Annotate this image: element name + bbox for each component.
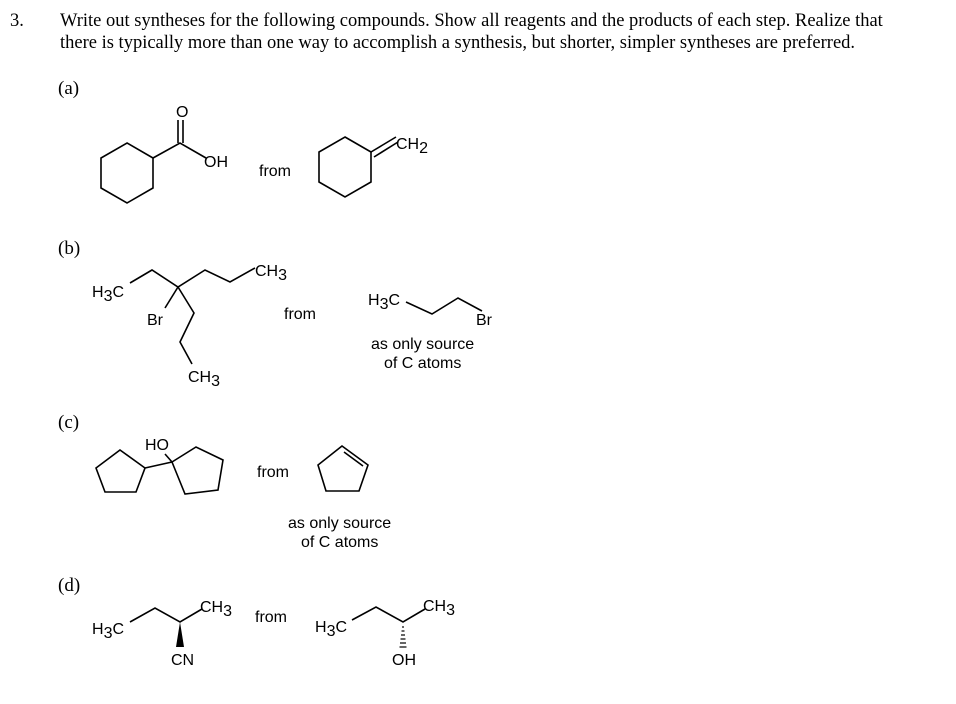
ethyl-branch	[178, 287, 194, 364]
part-c-target-structure	[96, 437, 223, 494]
cyclopentane-ring-right	[172, 447, 223, 494]
part-b-target-structure	[92, 263, 287, 390]
h3c-label: H3C	[92, 621, 125, 642]
wedge-bond	[176, 622, 184, 647]
part-b-note-line-2: of C atoms	[384, 355, 462, 372]
nitrile-label: CN	[171, 652, 195, 669]
hashed-wedge-bond	[400, 627, 407, 647]
bromine-bond	[165, 287, 178, 308]
hydroxyl-label: OH	[204, 154, 228, 171]
bromine-label: Br	[476, 312, 492, 329]
cyclopentane-ring-left	[96, 450, 145, 492]
h3c-label: H3C	[92, 284, 125, 305]
cyclohexane-ring	[101, 143, 153, 203]
ch2-label: CH2	[396, 136, 429, 157]
question-number: 3.	[10, 11, 24, 31]
part-b-label: (b)	[58, 238, 81, 259]
ch3-label: CH3	[255, 263, 288, 284]
ch3-label: CH3	[423, 598, 456, 619]
part-c-starting-structure	[318, 446, 368, 491]
ring-link-bond	[145, 462, 172, 468]
exocyclic-double-bond	[374, 142, 398, 157]
part-c-label: (c)	[58, 412, 80, 433]
carbon-chain	[153, 143, 206, 158]
ch3-label: CH3	[200, 599, 233, 620]
part-b-starting-structure	[368, 292, 493, 329]
ch3-branch-label: CH3	[188, 369, 221, 390]
hydroxyl-label: HO	[145, 437, 169, 454]
propyl-chain	[406, 298, 482, 314]
main-chain	[130, 608, 202, 622]
part-c-note-line-1: as only source	[288, 515, 392, 532]
oxygen-label: O	[176, 104, 189, 121]
part-d-label: (d)	[58, 575, 81, 596]
main-chain	[130, 268, 255, 287]
hydroxyl-bond	[165, 454, 172, 462]
h3c-label: H3C	[315, 619, 348, 640]
hydroxyl-label: OH	[392, 652, 416, 669]
part-c-from-label: from	[257, 464, 289, 481]
part-a-from-label: from	[259, 163, 291, 180]
part-a-label: (a)	[58, 78, 80, 99]
part-a-target-structure	[101, 104, 228, 203]
exocyclic-bond	[371, 137, 396, 152]
bromine-label: Br	[147, 312, 163, 329]
part-d-target-structure	[92, 599, 232, 669]
main-chain	[352, 607, 425, 622]
cyclopentene-ring	[318, 446, 368, 491]
part-d-from-label: from	[255, 609, 287, 626]
part-b-from-label: from	[284, 306, 316, 323]
question-text-line-2: there is typically more than one way to accomplish a synthesis, but shorter, simpler syntheses are preferred.	[60, 33, 856, 53]
part-b-note-line-1: as only source	[371, 336, 475, 353]
h3c-label: H3C	[368, 292, 401, 313]
part-d-starting-structure	[315, 598, 455, 669]
part-a-starting-structure	[319, 136, 428, 197]
question-text-line-1: Write out syntheses for the following compounds. Show all reagents and the products of each step. Realize that	[60, 11, 883, 31]
part-c-note-line-2: of C atoms	[301, 534, 379, 551]
cyclohexane-ring	[319, 137, 371, 197]
